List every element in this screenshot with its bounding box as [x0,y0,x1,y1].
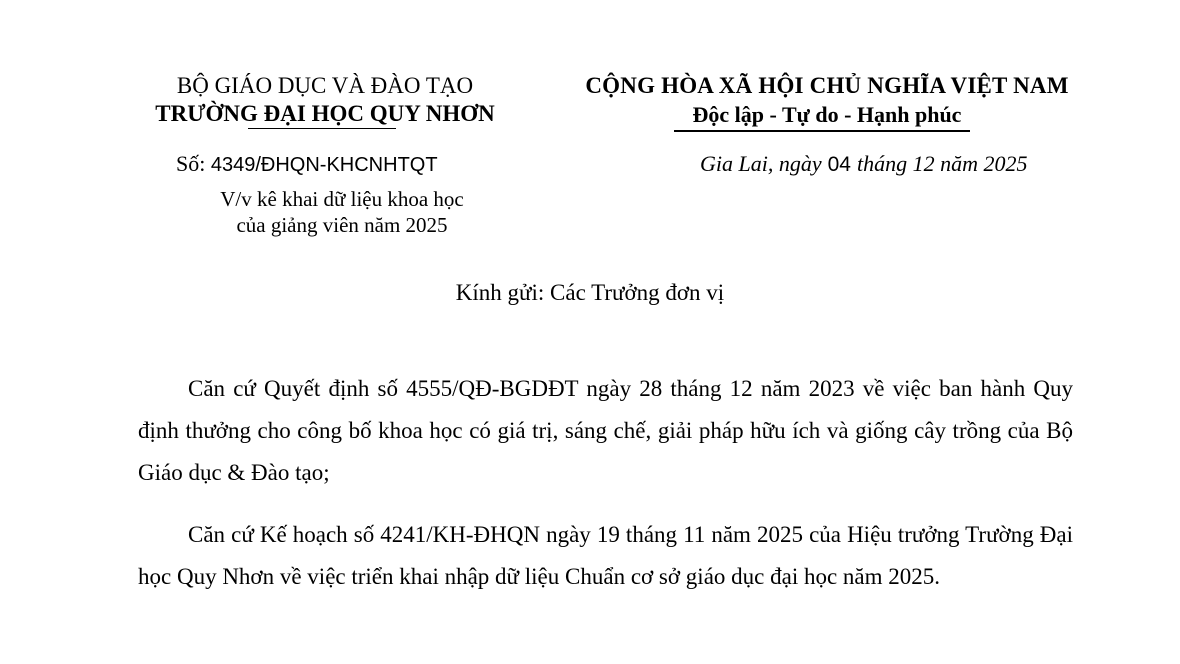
recipient-line: Kính gửi: Các Trưởng đơn vị [455,280,725,305]
subject-line-1: V/v kê khai dữ liệu khoa học [220,187,464,211]
body-paragraph: Căn cứ Quyết định số 4555/QĐ-BGDĐT ngày 28 tháng 12 năm 2023 về việc ban hành Quy định thưởng cho công bố khoa học có giá trị, sáng chế, giải pháp hữu ích và giống cây trồng của Bộ Giáo dục & Đào tạo; [138,376,1073,485]
document-number-label: Số: [176,151,206,176]
body-paragraph: Căn cứ Kế hoạch số 4241/KH-ĐHQN ngày 19 tháng 11 năm 2025 của Hiệu trưởng Trường Đại học Quy Nhơn về việc triển khai nhập dữ liệu Chuẩn cơ sở giáo dục đại học năm 2025. [138,522,1073,589]
country-name: CỘNG HÒA XÃ HỘI CHỦ NGHĨA VIỆT NAM [585,73,1069,98]
subject-line [172,186,512,238]
document-number-value: 4349/ĐHQN-KHCNHTQT [210,154,438,176]
national-header [566,72,1088,130]
document-number [176,150,438,179]
issuer-block [140,72,510,128]
university-underline [248,128,396,129]
motto-underline [674,130,970,132]
university-name: TRƯỜNG ĐẠI HỌC QUY NHƠN [155,101,495,126]
date-suffix: tháng 12 năm 2025 [856,151,1028,176]
date-line [700,150,1027,179]
date-prefix: Gia Lai, ngày [700,151,822,176]
ministry-name: BỘ GIÁO DỤC VÀ ĐÀO TẠO [176,73,474,98]
date-day: 04 [827,153,851,176]
national-motto: Độc lập - Tự do - Hạnh phúc [692,102,962,127]
subject-line-2: của giảng viên năm 2025 [236,213,448,237]
